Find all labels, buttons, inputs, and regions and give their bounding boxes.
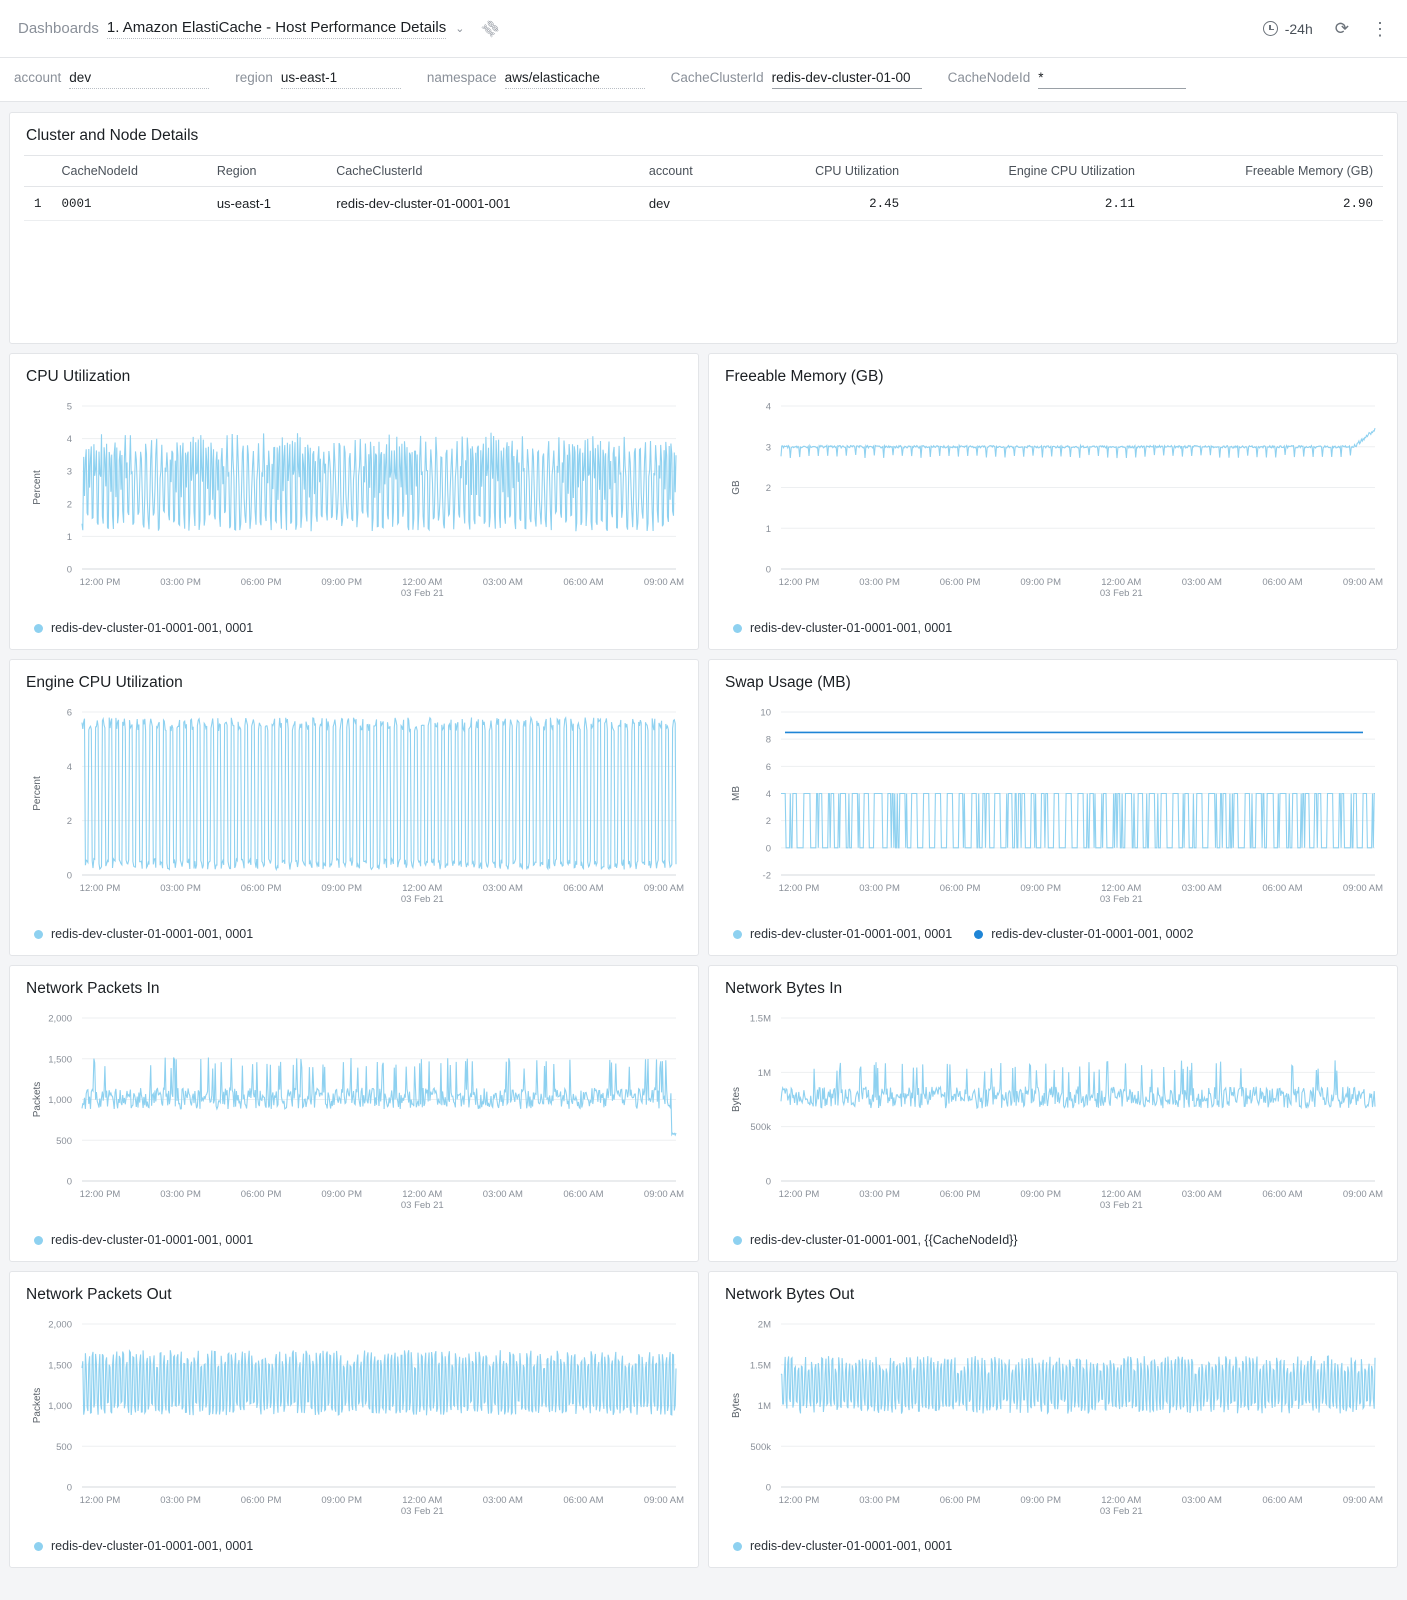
svg-text:5: 5 <box>66 401 72 413</box>
variable-cacheclusterid[interactable] <box>671 70 922 89</box>
svg-text:Percent: Percent <box>32 470 43 505</box>
svg-text:06:00 PM: 06:00 PM <box>939 1189 981 1200</box>
svg-text:Bytes: Bytes <box>731 1086 742 1113</box>
chart-network-bytes-in[interactable] <box>709 1008 1397 1227</box>
svg-text:1,000: 1,000 <box>48 1401 72 1412</box>
column-region[interactable]: Region <box>207 156 326 187</box>
svg-text:0: 0 <box>765 564 771 576</box>
cell-cpu-utilization: 2.45 <box>742 187 910 221</box>
variable-account-label: account <box>14 70 62 85</box>
svg-text:4: 4 <box>66 434 72 446</box>
svg-text:06:00 AM: 06:00 AM <box>1262 577 1303 588</box>
legend-label: redis-dev-cluster-01-0001-001, 0001 <box>750 927 953 941</box>
svg-text:12:00 AM: 12:00 AM <box>402 1189 443 1200</box>
svg-text:12:00 PM: 12:00 PM <box>79 1495 121 1506</box>
cell-account: dev <box>639 187 742 221</box>
panel-network-packets-in <box>9 965 699 1262</box>
svg-text:09:00 AM: 09:00 AM <box>643 1495 684 1506</box>
legend-color-dot <box>733 1236 742 1245</box>
svg-text:0: 0 <box>66 564 72 576</box>
svg-text:06:00 PM: 06:00 PM <box>240 1495 282 1506</box>
table-container <box>10 155 1397 343</box>
legend-item[interactable] <box>34 621 253 635</box>
svg-text:03:00 PM: 03:00 PM <box>859 883 900 894</box>
svg-text:09:00 PM: 09:00 PM <box>321 1189 363 1200</box>
svg-text:03:00 PM: 03:00 PM <box>859 1495 900 1506</box>
dashboard-grid <box>0 102 1407 1580</box>
svg-text:06:00 PM: 06:00 PM <box>240 883 282 894</box>
svg-text:03:00 AM: 03:00 AM <box>482 883 523 894</box>
panel-title-engine-cpu-utilization: Engine CPU Utilization <box>26 674 183 691</box>
cell-row-index: 1 <box>24 187 52 221</box>
panel-network-bytes-out <box>708 1271 1398 1568</box>
svg-text:06:00 PM: 06:00 PM <box>240 1189 282 1200</box>
breadcrumb-dashboards[interactable]: Dashboards <box>18 20 99 37</box>
svg-text:4: 4 <box>765 401 771 413</box>
svg-text:06:00 AM: 06:00 AM <box>1262 1495 1303 1506</box>
svg-text:09:00 PM: 09:00 PM <box>1020 883 1062 894</box>
variable-cachenodeid[interactable] <box>948 70 1187 89</box>
svg-text:0: 0 <box>765 1482 771 1494</box>
svg-text:1: 1 <box>66 531 72 543</box>
top-bar <box>0 0 1407 58</box>
svg-text:03:00 PM: 03:00 PM <box>160 1189 201 1200</box>
variable-region-label: region <box>235 70 273 85</box>
svg-text:09:00 PM: 09:00 PM <box>321 577 363 588</box>
panel-title-swap-usage: Swap Usage (MB) <box>725 674 851 691</box>
svg-text:500: 500 <box>56 1441 72 1453</box>
variable-namespace-value[interactable]: aws/elasticache <box>505 70 645 89</box>
svg-text:12:00 AM: 12:00 AM <box>1101 1189 1142 1200</box>
svg-text:09:00 AM: 09:00 AM <box>1342 883 1383 894</box>
svg-text:06:00 PM: 06:00 PM <box>939 577 981 588</box>
column-cpu-utilization[interactable]: CPU Utilization <box>742 156 910 187</box>
svg-text:2: 2 <box>66 816 72 828</box>
legend-item[interactable] <box>34 1233 253 1247</box>
svg-text:09:00 PM: 09:00 PM <box>321 883 363 894</box>
svg-text:09:00 AM: 09:00 AM <box>1342 1189 1383 1200</box>
svg-text:03 Feb 21: 03 Feb 21 <box>400 894 444 905</box>
svg-text:12:00 PM: 12:00 PM <box>778 577 820 588</box>
variable-namespace[interactable] <box>427 70 645 89</box>
svg-text:12:00 PM: 12:00 PM <box>778 1189 820 1200</box>
svg-text:Bytes: Bytes <box>731 1392 742 1419</box>
svg-text:12:00 AM: 12:00 AM <box>1101 577 1142 588</box>
svg-text:3: 3 <box>66 466 72 478</box>
svg-text:2: 2 <box>765 483 771 494</box>
table-empty-space <box>24 221 1383 329</box>
svg-text:06:00 AM: 06:00 AM <box>563 1495 604 1506</box>
panel-title-freeable-memory: Freeable Memory (GB) <box>725 368 884 385</box>
chart-network-packets-out[interactable] <box>10 1314 698 1533</box>
svg-text:1,000: 1,000 <box>48 1095 72 1106</box>
column-cacheclusterid[interactable]: CacheClusterId <box>326 156 639 187</box>
legend-swap-usage <box>709 921 1397 955</box>
svg-text:09:00 PM: 09:00 PM <box>1020 1189 1062 1200</box>
svg-text:1M: 1M <box>757 1401 771 1412</box>
chart-freeable-memory[interactable] <box>709 396 1397 615</box>
time-range-label: -24h <box>1284 20 1313 37</box>
svg-text:1M: 1M <box>757 1067 771 1079</box>
legend-cpu-utilization <box>10 615 698 649</box>
page-title[interactable]: 1. Amazon ElastiCache - Host Performance Details <box>107 19 446 39</box>
svg-text:09:00 PM: 09:00 PM <box>1020 1495 1062 1506</box>
clock-icon <box>1263 21 1278 36</box>
svg-text:2,000: 2,000 <box>48 1319 72 1331</box>
column-cachenodeid[interactable]: CacheNodeId <box>52 156 207 187</box>
panel-title-network-packets-out: Network Packets Out <box>26 1286 172 1303</box>
variable-cacheclusterid-value[interactable]: redis-dev-cluster-01-00 <box>772 70 922 89</box>
svg-text:06:00 AM: 06:00 AM <box>563 577 604 588</box>
legend-item[interactable] <box>733 621 952 635</box>
legend-label: redis-dev-cluster-01-0001-001, 0001 <box>51 621 254 635</box>
svg-text:06:00 PM: 06:00 PM <box>939 883 981 894</box>
svg-text:03 Feb 21: 03 Feb 21 <box>1099 1200 1143 1211</box>
legend-label: redis-dev-cluster-01-0001-001, {{CacheNodeId}} <box>750 1233 1018 1247</box>
svg-text:03 Feb 21: 03 Feb 21 <box>1099 1506 1143 1517</box>
legend-item[interactable] <box>34 927 253 941</box>
variable-region[interactable] <box>235 70 401 89</box>
legend-network-packets-in <box>10 1227 698 1261</box>
legend-label: redis-dev-cluster-01-0001-001, 0001 <box>750 621 953 635</box>
time-range-picker[interactable] <box>1263 21 1313 37</box>
svg-text:03:00 PM: 03:00 PM <box>859 1189 900 1200</box>
svg-text:-2: -2 <box>762 870 771 882</box>
svg-text:500: 500 <box>56 1135 72 1147</box>
svg-text:2: 2 <box>66 499 72 511</box>
variable-cachenodeid-label: CacheNodeId <box>947 70 1031 85</box>
svg-text:09:00 AM: 09:00 AM <box>1342 577 1383 588</box>
panel-swap-usage <box>708 659 1398 956</box>
svg-text:1.5M: 1.5M <box>749 1360 771 1372</box>
chart-network-packets-in[interactable] <box>10 1008 698 1227</box>
svg-text:03:00 AM: 03:00 AM <box>1181 577 1222 588</box>
chart-swap-usage[interactable] <box>709 702 1397 921</box>
svg-text:09:00 PM: 09:00 PM <box>321 1495 363 1506</box>
legend-color-dot <box>34 930 43 939</box>
svg-text:09:00 AM: 09:00 AM <box>1342 1495 1383 1506</box>
svg-text:500k: 500k <box>750 1122 771 1134</box>
svg-text:09:00 AM: 09:00 AM <box>643 883 684 894</box>
panel-engine-cpu-utilization <box>9 659 699 956</box>
column-freeable-memory[interactable]: Freeable Memory (GB) <box>1145 156 1383 187</box>
table-row[interactable] <box>24 187 1383 221</box>
svg-text:03 Feb 21: 03 Feb 21 <box>400 1506 444 1517</box>
legend-engine-cpu-utilization <box>10 921 698 955</box>
legend-label: redis-dev-cluster-01-0001-001, 0002 <box>991 927 1194 941</box>
svg-text:12:00 PM: 12:00 PM <box>778 883 820 894</box>
panel-network-bytes-in <box>708 965 1398 1262</box>
cluster-node-table <box>24 155 1383 221</box>
panel-title-network-packets-in: Network Packets In <box>26 980 160 997</box>
svg-text:Percent: Percent <box>32 776 43 811</box>
svg-text:Packets: Packets <box>32 1081 43 1118</box>
variable-region-value[interactable]: us-east-1 <box>281 70 401 89</box>
chart-cpu-utilization[interactable] <box>10 396 698 615</box>
svg-text:03:00 AM: 03:00 AM <box>1181 883 1222 894</box>
panel-network-packets-out <box>9 1271 699 1568</box>
svg-text:06:00 AM: 06:00 AM <box>563 883 604 894</box>
legend-label: redis-dev-cluster-01-0001-001, 0001 <box>750 1539 953 1553</box>
svg-text:03 Feb 21: 03 Feb 21 <box>1099 588 1143 599</box>
svg-text:6: 6 <box>66 707 72 719</box>
panel-title-cpu-utilization: CPU Utilization <box>26 368 131 385</box>
svg-text:8: 8 <box>765 734 771 746</box>
svg-text:09:00 AM: 09:00 AM <box>643 577 684 588</box>
svg-text:4: 4 <box>66 761 72 773</box>
svg-text:03:00 PM: 03:00 PM <box>160 577 201 588</box>
legend-network-bytes-in <box>709 1227 1397 1261</box>
panel-title-network-bytes-out: Network Bytes Out <box>725 1286 855 1303</box>
svg-text:0: 0 <box>66 1482 72 1494</box>
legend-item[interactable] <box>733 1233 1018 1247</box>
panel-freeable-memory <box>708 353 1398 650</box>
table-header-row <box>24 156 1383 187</box>
svg-text:06:00 PM: 06:00 PM <box>240 577 282 588</box>
more-options-icon[interactable]: ⋮ <box>1371 18 1389 39</box>
variable-account-value[interactable]: dev <box>69 70 209 89</box>
svg-text:09:00 PM: 09:00 PM <box>1020 577 1062 588</box>
panel-title-network-bytes-in: Network Bytes In <box>725 980 843 997</box>
svg-text:06:00 AM: 06:00 AM <box>563 1189 604 1200</box>
legend-color-dot <box>733 930 742 939</box>
panel-title-cluster-node-details: Cluster and Node Details <box>26 127 199 144</box>
svg-text:12:00 PM: 12:00 PM <box>79 883 121 894</box>
svg-text:10: 10 <box>760 707 771 719</box>
svg-text:1.5M: 1.5M <box>749 1013 771 1025</box>
variable-account[interactable] <box>14 70 209 89</box>
svg-text:06:00 AM: 06:00 AM <box>1262 1189 1303 1200</box>
svg-text:1: 1 <box>765 523 771 535</box>
svg-text:12:00 AM: 12:00 AM <box>1101 1495 1142 1506</box>
svg-text:0: 0 <box>765 1176 771 1188</box>
svg-text:0: 0 <box>66 1176 72 1188</box>
panel-cpu-utilization <box>9 353 699 650</box>
legend-label: redis-dev-cluster-01-0001-001, 0001 <box>51 1539 254 1553</box>
svg-text:12:00 AM: 12:00 AM <box>1101 883 1142 894</box>
legend-color-dot <box>733 1542 742 1551</box>
svg-text:03:00 PM: 03:00 PM <box>160 883 201 894</box>
column-account[interactable]: account <box>639 156 742 187</box>
legend-color-dot <box>733 624 742 633</box>
chevron-down-icon[interactable]: ⌄ <box>455 23 465 35</box>
svg-text:2M: 2M <box>757 1319 771 1331</box>
svg-text:03 Feb 21: 03 Feb 21 <box>400 588 444 599</box>
panel-cluster-and-node-details <box>9 112 1398 344</box>
svg-text:6: 6 <box>765 761 771 773</box>
cell-freeable-memory: 2.90 <box>1145 187 1383 221</box>
svg-text:12:00 PM: 12:00 PM <box>778 1495 820 1506</box>
refresh-icon[interactable]: ⟳ <box>1334 18 1349 38</box>
svg-text:2,000: 2,000 <box>48 1013 72 1025</box>
legend-color-dot <box>34 1542 43 1551</box>
svg-text:12:00 AM: 12:00 AM <box>402 883 443 894</box>
svg-text:03 Feb 21: 03 Feb 21 <box>400 1200 444 1211</box>
cell-cacheclusterid: redis-dev-cluster-01-0001-001 <box>326 187 639 221</box>
svg-text:0: 0 <box>765 843 771 855</box>
variable-cachenodeid-value[interactable]: * <box>1038 70 1186 89</box>
svg-text:MB: MB <box>731 786 742 801</box>
legend-color-dot <box>34 1236 43 1245</box>
svg-text:03:00 PM: 03:00 PM <box>160 1495 201 1506</box>
legend-network-packets-out <box>10 1533 698 1567</box>
chart-engine-cpu-utilization[interactable] <box>10 702 698 921</box>
svg-text:06:00 PM: 06:00 PM <box>939 1495 981 1506</box>
svg-text:500k: 500k <box>750 1441 771 1453</box>
svg-text:03:00 PM: 03:00 PM <box>859 577 900 588</box>
svg-text:09:00 AM: 09:00 AM <box>643 1189 684 1200</box>
svg-text:2: 2 <box>765 816 771 828</box>
variable-namespace-label: namespace <box>426 70 497 85</box>
svg-text:12:00 PM: 12:00 PM <box>79 1189 121 1200</box>
legend-item[interactable] <box>974 927 1193 941</box>
svg-text:12:00 AM: 12:00 AM <box>402 577 443 588</box>
svg-text:GB: GB <box>731 480 742 495</box>
variable-cacheclusterid-label: CacheClusterId <box>670 70 764 85</box>
legend-item[interactable] <box>733 1539 952 1553</box>
svg-text:3: 3 <box>765 442 771 454</box>
svg-text:12:00 PM: 12:00 PM <box>79 577 121 588</box>
svg-text:03:00 AM: 03:00 AM <box>482 577 523 588</box>
variables-bar <box>0 58 1407 102</box>
legend-item[interactable] <box>34 1539 253 1553</box>
svg-text:1,500: 1,500 <box>48 1360 72 1372</box>
svg-text:12:00 AM: 12:00 AM <box>402 1495 443 1506</box>
svg-text:03:00 AM: 03:00 AM <box>1181 1189 1222 1200</box>
legend-item[interactable] <box>733 927 952 941</box>
svg-text:03:00 AM: 03:00 AM <box>482 1189 523 1200</box>
svg-text:1,500: 1,500 <box>48 1054 72 1066</box>
legend-network-bytes-out <box>709 1533 1397 1567</box>
cell-engine-cpu-utilization: 2.11 <box>909 187 1145 221</box>
chart-network-bytes-out[interactable] <box>709 1314 1397 1533</box>
svg-text:0: 0 <box>66 870 72 882</box>
svg-text:03 Feb 21: 03 Feb 21 <box>1099 894 1143 905</box>
svg-text:03:00 AM: 03:00 AM <box>1181 1495 1222 1506</box>
link-icon[interactable]: ⛓ <box>479 16 503 41</box>
top-bar-actions <box>1263 19 1389 39</box>
cell-region: us-east-1 <box>207 187 326 221</box>
legend-color-dot <box>34 624 43 633</box>
legend-freeable-memory <box>709 615 1397 649</box>
column-engine-cpu-utilization[interactable]: Engine CPU Utilization <box>909 156 1145 187</box>
legend-label: redis-dev-cluster-01-0001-001, 0001 <box>51 927 254 941</box>
svg-text:Packets: Packets <box>32 1387 43 1424</box>
cell-cachenodeid: 0001 <box>52 187 207 221</box>
svg-text:03:00 AM: 03:00 AM <box>482 1495 523 1506</box>
svg-text:4: 4 <box>765 789 771 800</box>
legend-label: redis-dev-cluster-01-0001-001, 0001 <box>51 1233 254 1247</box>
svg-text:06:00 AM: 06:00 AM <box>1262 883 1303 894</box>
legend-color-dot <box>974 930 983 939</box>
column-row-index <box>24 156 52 187</box>
